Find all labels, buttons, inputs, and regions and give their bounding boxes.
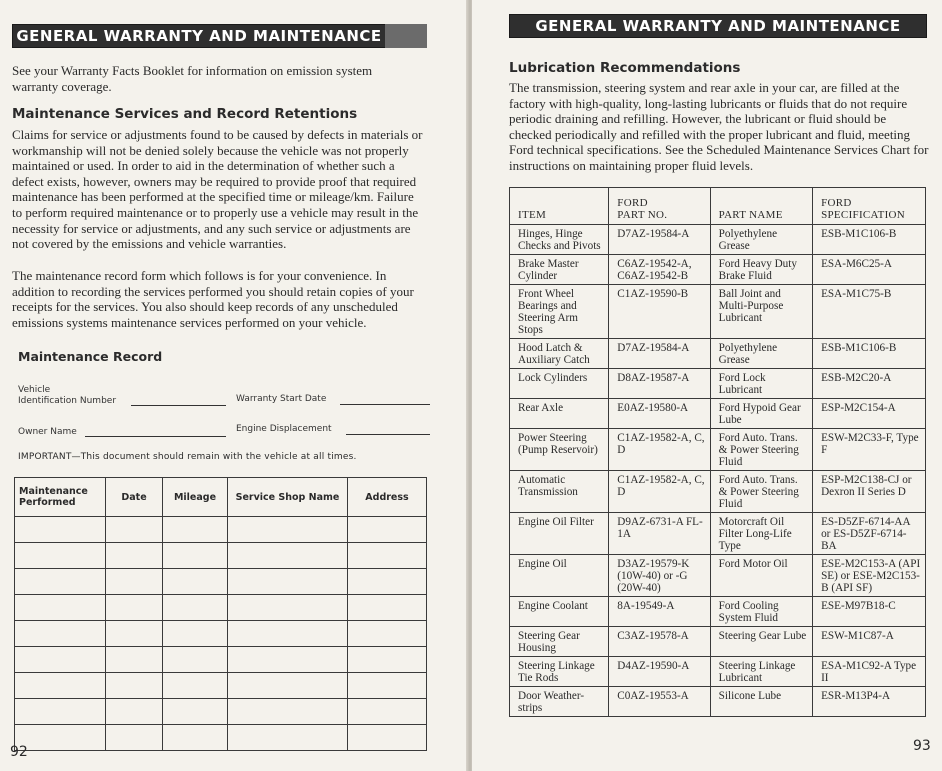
part-name-cell: Motorcraft Oil Filter Long-Life Type bbox=[710, 513, 812, 555]
record-cell[interactable] bbox=[228, 595, 348, 621]
table-row bbox=[510, 657, 926, 687]
maintenance-record-heading: Maintenance Record bbox=[18, 349, 163, 364]
spec-cell: ESP-M2C138-CJ or Dexron II Series D bbox=[813, 471, 926, 513]
record-cell[interactable] bbox=[228, 725, 348, 751]
record-cell[interactable] bbox=[348, 699, 427, 725]
record-cell[interactable] bbox=[228, 621, 348, 647]
record-cell[interactable] bbox=[228, 543, 348, 569]
record-cell[interactable] bbox=[106, 673, 163, 699]
spec-cell: ESW-M2C33-F, Type F bbox=[813, 429, 926, 471]
part-no-cell: D7AZ-19584-A bbox=[609, 225, 710, 255]
owner-name-field[interactable] bbox=[85, 436, 226, 437]
spec-cell: ESB-M2C20-A bbox=[813, 369, 926, 399]
record-cell[interactable] bbox=[15, 595, 106, 621]
part-no-cell: C1AZ-19582-A, C, D bbox=[609, 471, 710, 513]
owner-name-label: Owner Name bbox=[18, 427, 77, 437]
record-cell[interactable] bbox=[106, 569, 163, 595]
item-cell: Power Steering (Pump Reservoir) bbox=[510, 429, 609, 471]
record-cell[interactable] bbox=[106, 543, 163, 569]
table-row bbox=[510, 369, 926, 399]
col-ford-spec-line1: FORD bbox=[821, 197, 852, 209]
record-cell[interactable] bbox=[163, 595, 228, 621]
record-cell[interactable] bbox=[163, 699, 228, 725]
item-cell: Steering Linkage Tie Rods bbox=[510, 657, 609, 687]
record-cell[interactable] bbox=[163, 543, 228, 569]
table-row bbox=[15, 621, 427, 647]
part-no-cell: C0AZ-19553-A bbox=[609, 687, 710, 717]
table-row bbox=[510, 687, 926, 717]
part-no-cell: D4AZ-19590-A bbox=[609, 657, 710, 687]
page-number-left: 92 bbox=[10, 744, 28, 760]
record-cell[interactable] bbox=[15, 673, 106, 699]
table-row bbox=[15, 725, 427, 751]
engine-displacement-field[interactable] bbox=[346, 434, 430, 435]
col-address: Address bbox=[348, 478, 427, 517]
part-name-cell: Ford Auto. Trans. & Power Steering Fluid bbox=[710, 429, 812, 471]
vehicle-label: Vehicle bbox=[18, 385, 51, 395]
item-cell: Brake Master Cylinder bbox=[510, 255, 609, 285]
part-name-cell: Polyethylene Grease bbox=[710, 339, 812, 369]
col-ford-spec-line2: SPECIFICATION bbox=[821, 209, 906, 221]
part-no-cell: C3AZ-19578-A bbox=[609, 627, 710, 657]
record-cell[interactable] bbox=[106, 595, 163, 621]
table-row bbox=[510, 225, 926, 255]
record-cell[interactable] bbox=[163, 647, 228, 673]
spec-cell: ESW-M1C87-A bbox=[813, 627, 926, 657]
item-cell: Engine Oil Filter bbox=[510, 513, 609, 555]
spec-cell: ESE-M2C153-A (API SE) or ESE-M2C153-B (API SF) bbox=[813, 555, 926, 597]
record-cell[interactable] bbox=[228, 647, 348, 673]
table-row bbox=[15, 517, 427, 543]
record-cell[interactable] bbox=[348, 621, 427, 647]
table-row bbox=[510, 429, 926, 471]
table-row bbox=[510, 597, 926, 627]
page-number-right: 93 bbox=[913, 738, 931, 754]
part-name-cell: Ball Joint and Multi-Purpose Lubricant bbox=[710, 285, 812, 339]
part-name-cell: Steering Linkage Lubricant bbox=[710, 657, 812, 687]
spec-cell: ESA-M6C25-A bbox=[813, 255, 926, 285]
table-row bbox=[15, 647, 427, 673]
intro-text: See your Warranty Facts Booklet for information on emission system warranty coverage. bbox=[12, 63, 373, 94]
record-cell[interactable] bbox=[15, 621, 106, 647]
part-no-cell: C1AZ-19582-A, C, D bbox=[609, 429, 710, 471]
part-no-cell: D7AZ-19584-A bbox=[609, 339, 710, 369]
table-row bbox=[510, 513, 926, 555]
part-no-cell: E0AZ-19580-A bbox=[609, 399, 710, 429]
record-cell[interactable] bbox=[228, 517, 348, 543]
spec-cell: ESP-M2C154-A bbox=[813, 399, 926, 429]
record-cell[interactable] bbox=[15, 647, 106, 673]
spec-cell: ESA-M1C92-A Type II bbox=[813, 657, 926, 687]
section-heading-maintenance-services: Maintenance Services and Record Retentions bbox=[12, 106, 358, 122]
maintenance-record-table bbox=[14, 477, 427, 751]
important-notice: IMPORTANT—This document should remain with the vehicle at all times. bbox=[18, 452, 357, 462]
table-row bbox=[510, 555, 926, 597]
record-cell[interactable] bbox=[348, 725, 427, 751]
lubrication-table bbox=[509, 187, 926, 717]
part-name-cell: Ford Cooling System Fluid bbox=[710, 597, 812, 627]
warranty-start-label: Warranty Start Date bbox=[236, 394, 327, 404]
record-cell[interactable] bbox=[348, 543, 427, 569]
record-cell[interactable] bbox=[106, 517, 163, 543]
part-no-cell: D3AZ-19579-K (10W-40) or -G (20W-40) bbox=[609, 555, 710, 597]
col-item: ITEM bbox=[510, 188, 609, 225]
record-cell[interactable] bbox=[348, 517, 427, 543]
table-row bbox=[510, 399, 926, 429]
warranty-start-field[interactable] bbox=[340, 404, 430, 405]
spec-cell: ESA-M1C75-B bbox=[813, 285, 926, 339]
col-maintenance-performed: Maintenance Performed bbox=[15, 478, 106, 517]
engine-displacement-label: Engine Displacement bbox=[236, 424, 332, 434]
part-name-cell: Ford Heavy Duty Brake Fluid bbox=[710, 255, 812, 285]
part-name-cell: Ford Motor Oil bbox=[710, 555, 812, 597]
record-cell[interactable] bbox=[228, 673, 348, 699]
part-no-cell: 8A-19549-A bbox=[609, 597, 710, 627]
item-cell: Engine Oil bbox=[510, 555, 609, 597]
record-cell[interactable] bbox=[106, 647, 163, 673]
part-name-cell: Ford Hypoid Gear Lube bbox=[710, 399, 812, 429]
table-row bbox=[510, 285, 926, 339]
left-page-banner: GENERAL WARRANTY AND MAINTENANCE bbox=[12, 24, 386, 48]
record-cell[interactable] bbox=[228, 699, 348, 725]
paragraph-claims: Claims for service or adjustments found to be caused by defects in materials or workmanship will not be denied solely because the vehicle was not properly maintained or used. In order to aid in the determination of whether such a defect exists, however, owners may be required to provide proof that required maintenance has been performed at the specified time or mileage/km. Failure to perform required maintenance or to properly use a vehicle may result in the necessity for service or adjustments, and any such service or adjustments are not covered by the emissions and vehicle warranties. bbox=[12, 127, 423, 252]
record-cell[interactable] bbox=[348, 647, 427, 673]
record-cell[interactable] bbox=[106, 621, 163, 647]
spec-cell: ESE-M97B18-C bbox=[813, 597, 926, 627]
lubrication-paragraph: The transmission, steering system and rear axle in your car, are filled at the factory with high-quality, long-lasting lubricants or fluids that do not require periodic draining and refilling. However, the lubricant or fluid should be checked periodically and refilled with the proper lubricant and fluid, meeting Ford technical specifications. See the Scheduled Maintenance Services Chart for instructions on maintaining proper fluid levels. bbox=[509, 80, 929, 173]
col-mileage: Mileage bbox=[163, 478, 228, 517]
part-name-cell: Ford Lock Lubricant bbox=[710, 369, 812, 399]
col-ford-specification bbox=[813, 188, 926, 225]
record-cell[interactable] bbox=[228, 569, 348, 595]
spec-cell: ES-D5ZF-6714-AA or ES-D5ZF-6714-BA bbox=[813, 513, 926, 555]
part-no-cell: D8AZ-19587-A bbox=[609, 369, 710, 399]
record-cell[interactable] bbox=[106, 725, 163, 751]
spec-cell: ESR-M13P4-A bbox=[813, 687, 926, 717]
col-part-name: PART NAME bbox=[710, 188, 812, 225]
record-cell[interactable] bbox=[163, 569, 228, 595]
record-cell[interactable] bbox=[15, 569, 106, 595]
item-cell: Rear Axle bbox=[510, 399, 609, 429]
col-ford-part-no-line2: PART NO. bbox=[617, 209, 668, 221]
table-row bbox=[510, 339, 926, 369]
col-ford-part-no bbox=[609, 188, 710, 225]
table-row bbox=[15, 543, 427, 569]
part-name-cell: Steering Gear Lube bbox=[710, 627, 812, 657]
spec-cell: ESB-M1C106-B bbox=[813, 339, 926, 369]
item-cell: Engine Coolant bbox=[510, 597, 609, 627]
paragraph-record-form: The maintenance record form which follows is for your convenience. In addition to recording the services performed you should retain copies of your receipts for the services. You also should keep records of any unscheduled emissions systems maintenance services performed on your vehicle. bbox=[12, 268, 414, 330]
record-cell[interactable] bbox=[348, 673, 427, 699]
part-no-cell: C6AZ-19542-A, C6AZ-19542-B bbox=[609, 255, 710, 285]
left-page bbox=[0, 0, 468, 771]
record-cell[interactable] bbox=[15, 517, 106, 543]
vin-label: Identification Number bbox=[18, 396, 117, 406]
col-ford-part-no-line1: FORD bbox=[617, 197, 648, 209]
table-row bbox=[15, 673, 427, 699]
record-cell[interactable] bbox=[163, 621, 228, 647]
item-cell: Hood Latch & Auxiliary Catch bbox=[510, 339, 609, 369]
item-cell: Front Wheel Bearings and Steering Arm Stops bbox=[510, 285, 609, 339]
record-cell[interactable] bbox=[15, 725, 106, 751]
part-name-cell: Ford Auto. Trans. & Power Steering Fluid bbox=[710, 471, 812, 513]
item-cell: Automatic Transmission bbox=[510, 471, 609, 513]
banner-decoration bbox=[385, 24, 427, 48]
record-cell[interactable] bbox=[106, 699, 163, 725]
vin-field[interactable] bbox=[131, 405, 226, 406]
col-service-shop-name: Service Shop Name bbox=[228, 478, 348, 517]
record-cell[interactable] bbox=[163, 517, 228, 543]
record-cell[interactable] bbox=[348, 595, 427, 621]
table-row bbox=[15, 699, 427, 725]
table-row bbox=[510, 627, 926, 657]
col-date: Date bbox=[106, 478, 163, 517]
record-cell[interactable] bbox=[163, 725, 228, 751]
record-cell[interactable] bbox=[15, 543, 106, 569]
table-row bbox=[15, 569, 427, 595]
right-page bbox=[472, 0, 942, 771]
table-row bbox=[510, 255, 926, 285]
record-cell[interactable] bbox=[163, 673, 228, 699]
record-cell[interactable] bbox=[348, 569, 427, 595]
item-cell: Lock Cylinders bbox=[510, 369, 609, 399]
record-cell[interactable] bbox=[15, 699, 106, 725]
item-cell: Hinges, Hinge Checks and Pivots bbox=[510, 225, 609, 255]
table-row bbox=[510, 471, 926, 513]
item-cell: Steering Gear Housing bbox=[510, 627, 609, 657]
right-page-banner: GENERAL WARRANTY AND MAINTENANCE bbox=[509, 14, 927, 38]
part-no-cell: D9AZ-6731-A FL-1A bbox=[609, 513, 710, 555]
part-name-cell: Silicone Lube bbox=[710, 687, 812, 717]
item-cell: Door Weather-strips bbox=[510, 687, 609, 717]
lubrication-heading: Lubrication Recommendations bbox=[509, 60, 741, 76]
part-no-cell: C1AZ-19590-B bbox=[609, 285, 710, 339]
spec-cell: ESB-M1C106-B bbox=[813, 225, 926, 255]
table-row bbox=[15, 595, 427, 621]
part-name-cell: Polyethylene Grease bbox=[710, 225, 812, 255]
